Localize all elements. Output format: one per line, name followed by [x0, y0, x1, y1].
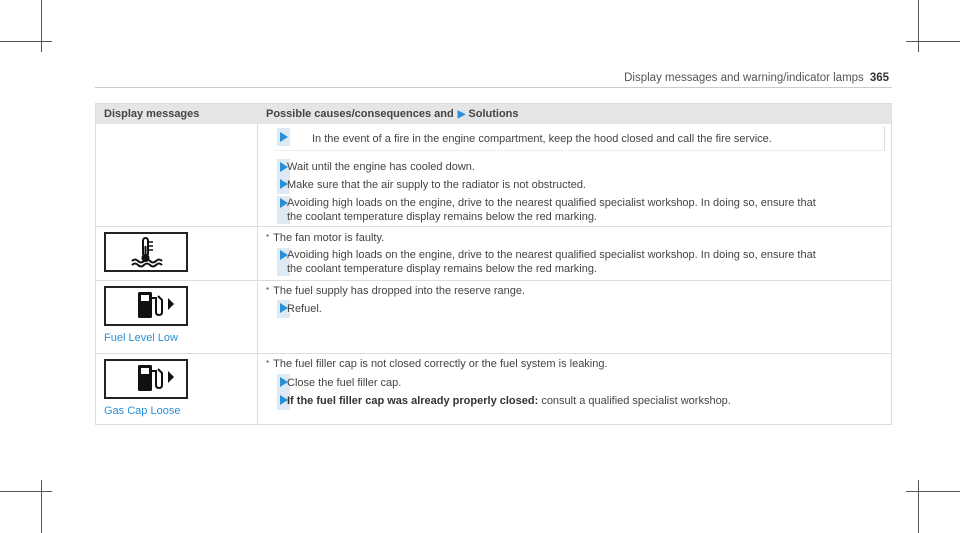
fuel-pump-icon: [104, 359, 188, 399]
step-text: Close the fuel filler cap.: [287, 377, 402, 389]
message-label: Fuel Level Low: [104, 332, 178, 344]
col-header-display-messages: Display messages: [104, 108, 200, 120]
cause-text: [266, 231, 384, 245]
step-text: Refuel.: [287, 303, 322, 315]
running-header: [624, 72, 889, 84]
col-header-causes-text: Possible causes/consequences and: [266, 108, 454, 120]
table-header: [96, 104, 891, 124]
page-number: 365: [869, 72, 889, 84]
cause-text-value: The fuel supply has dropped into the reserve range.: [273, 285, 526, 297]
cause-text: [266, 284, 525, 298]
footnote-marker: *: [266, 359, 270, 368]
row-divider: [96, 280, 891, 281]
message-label: Gas Cap Loose: [104, 405, 181, 417]
crop-mark: [918, 0, 919, 52]
running-header-title: Display messages and warning/indicator lamps: [624, 72, 864, 84]
step-text: Avoiding high loads on the engine, drive to the nearest qualified specialist workshop. In doing so, ensure that: [287, 197, 816, 209]
footnote-marker: *: [266, 233, 270, 242]
crop-mark: [906, 491, 960, 492]
crop-mark: [918, 480, 919, 533]
header-rule: [95, 87, 892, 88]
cause-text-value: The fan motor is faulty.: [273, 232, 385, 244]
step-text: the coolant temperature display remains below the red marking.: [287, 263, 597, 275]
crop-mark: [41, 0, 42, 52]
crop-mark: [906, 41, 960, 42]
cause-text-value: The fuel filler cap is not closed correctly or the fuel system is leaking.: [273, 358, 608, 370]
step-condition: If the fuel filler cap was already properly closed:: [287, 395, 539, 407]
row-divider: [96, 353, 891, 354]
step-text: the coolant temperature display remains below the red marking.: [287, 211, 597, 223]
crop-mark: [0, 491, 52, 492]
step-action: consult a qualified specialist workshop.: [541, 395, 731, 407]
display-messages-table: [95, 103, 892, 425]
crop-mark: [0, 41, 52, 42]
col-header-causes: [266, 108, 519, 120]
fuel-pump-icon: [104, 286, 188, 326]
step-text: Avoiding high loads on the engine, drive to the nearest qualified specialist workshop. In doing so, ensure that: [287, 249, 816, 261]
col-header-solutions: Solutions: [468, 108, 519, 120]
step-text: Wait until the engine has cooled down.: [287, 161, 475, 173]
step-text: Make sure that the air supply to the radiator is not obstructed.: [287, 179, 586, 191]
arrow-icon: [280, 132, 288, 142]
cause-text: [266, 357, 608, 371]
footnote-marker: *: [266, 286, 270, 295]
crop-mark: [41, 480, 42, 533]
coolant-temperature-icon: [104, 232, 188, 272]
column-divider: [257, 124, 258, 424]
step-text: [287, 394, 731, 408]
arrow-icon: ▶: [457, 109, 466, 120]
row-divider: [96, 226, 891, 227]
note-text: In the event of a fire in the engine compartment, keep the hood closed and call the fire service.: [312, 133, 772, 145]
